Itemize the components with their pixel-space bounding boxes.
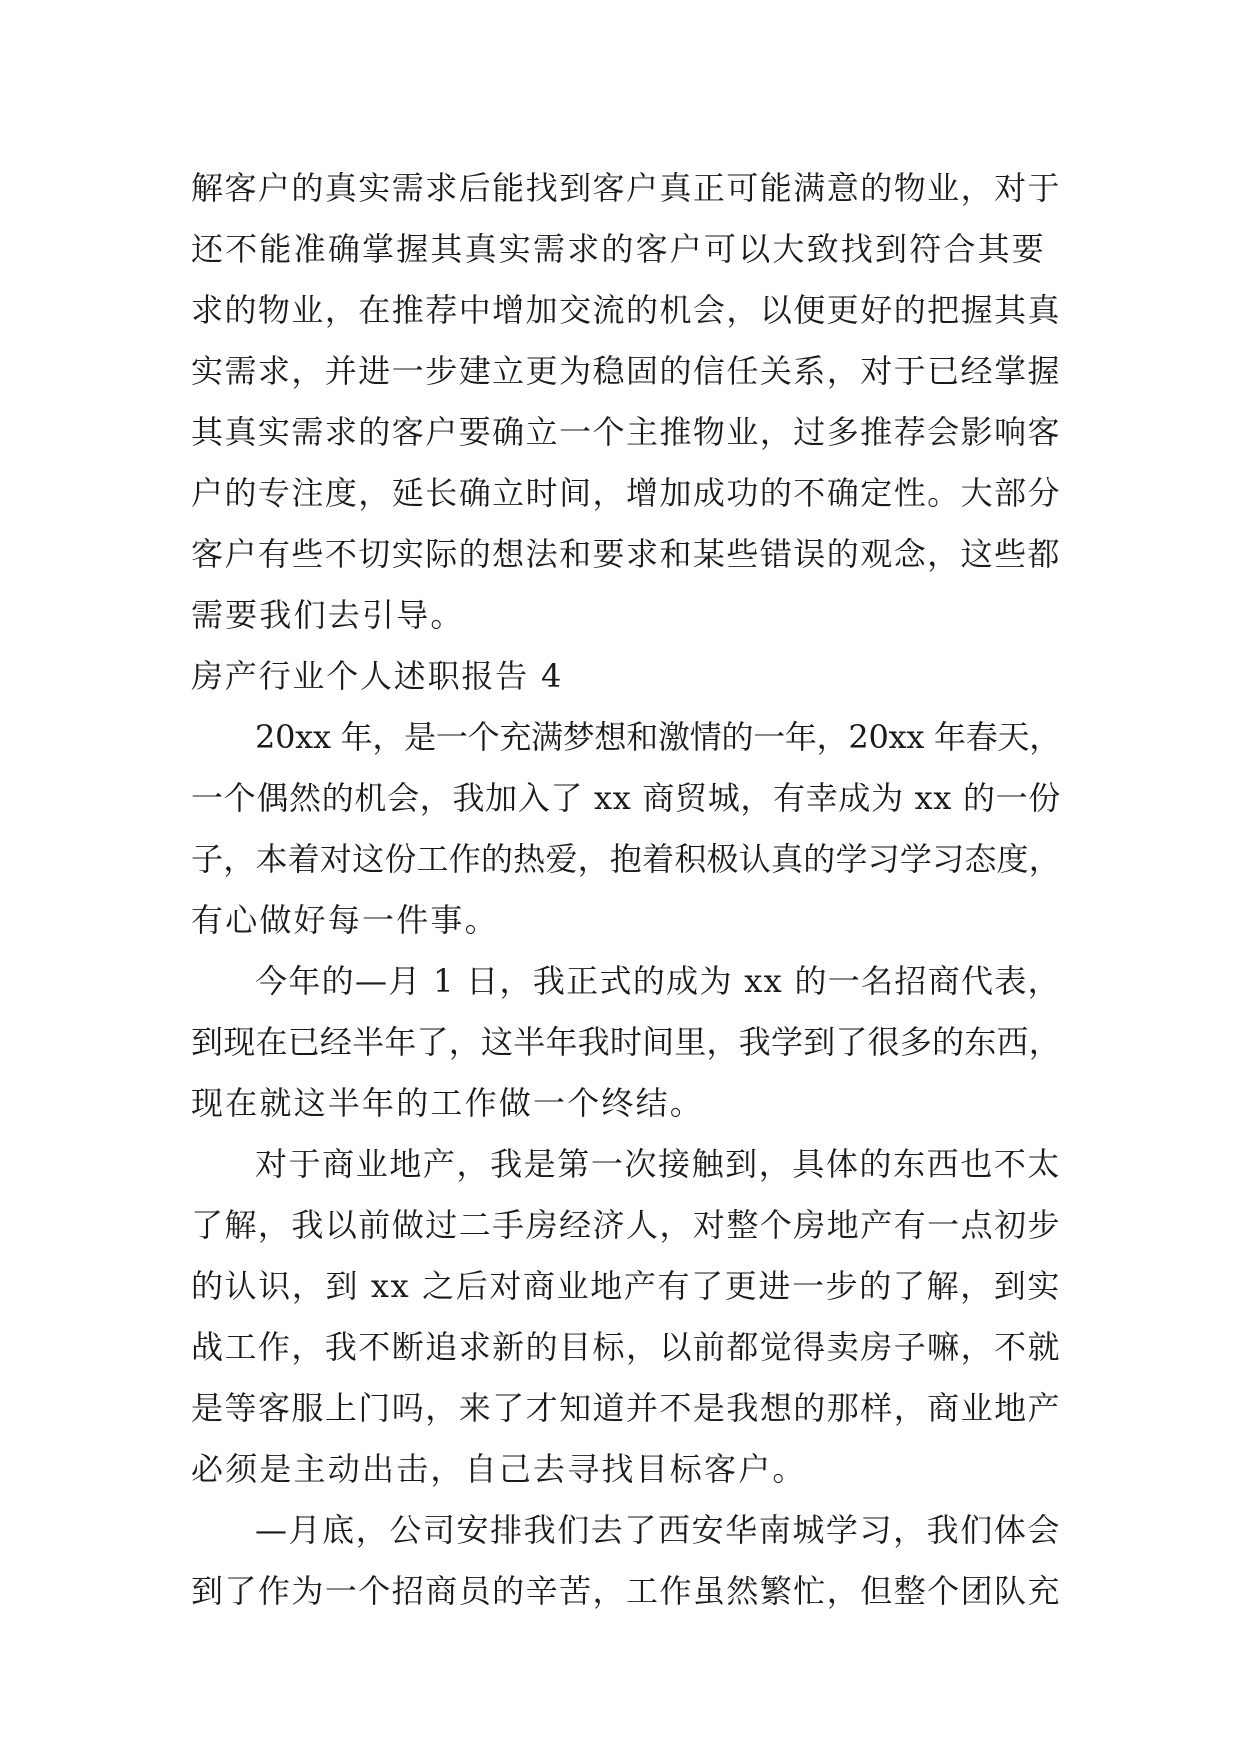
text-line: 有心做好每一件事。 [191,901,499,939]
text-line: 今年的—月 1 日，我正式的成为 xx 的一名招商代表， [255,962,1061,1000]
text-line: 还不能准确掌握其真实需求的客户可以大致找到符合其要 [191,230,1047,268]
text-line: 的认识，到 xx 之后对商业地产有了更进一步的了解，到实 [191,1267,1061,1305]
text-line: 解客户的真实需求后能找到客户真正可能满意的物业，对于 [191,169,1061,207]
text-line: 对于商业地产，我是第一次接触到，具体的东西也不太 [255,1145,1061,1183]
document-body [191,158,1061,1622]
text-line: 需要我们去引导。 [191,596,465,634]
text-line: 一个偶然的机会，我加入了 xx 商贸城，有幸成为 xx 的一份 [191,779,1061,817]
text-line: 其真实需求的客户要确立一个主推物业，过多推荐会影响客 [191,413,1061,451]
text-line: —月底，公司安排我们去了西安华南城学习，我们体会 [255,1511,1061,1549]
text-line: 20xx 年，是一个充满梦想和激情的一年，20xx 年春天， [255,718,1061,756]
text-line: 到了作为一个招商员的辛苦，工作虽然繁忙，但整个团队充 [191,1572,1061,1610]
section-heading: 房产行业个人述职报告 4 [191,657,564,695]
text-line: 子，本着对这份工作的热爱，抱着积极认真的学习学习态度， [191,840,1061,878]
text-line: 客户有些不切实际的想法和要求和某些错误的观念，这些都 [191,535,1061,573]
text-line: 现在就这半年的工作做一个终结。 [191,1084,705,1122]
text-line: 户的专注度，延长确立时间，增加成功的不确定性。大部分 [191,474,1061,512]
text-line: 是等客服上门吗，来了才知道并不是我想的那样，商业地产 [191,1389,1061,1427]
text-line: 到现在已经半年了，这半年我时间里，我学到了很多的东西， [191,1023,1061,1061]
text-line: 求的物业，在推荐中增加交流的机会，以便更好的把握其真 [191,291,1061,329]
text-line: 了解，我以前做过二手房经济人，对整个房地产有一点初步 [191,1206,1061,1244]
text-line: 实需求，并进一步建立更为稳固的信任关系，对于已经掌握 [191,352,1061,390]
text-line: 战工作，我不断追求新的目标，以前都觉得卖房子嘛，不就 [191,1328,1061,1366]
text-line: 必须是主动出击，自己去寻找目标客户。 [191,1450,807,1488]
